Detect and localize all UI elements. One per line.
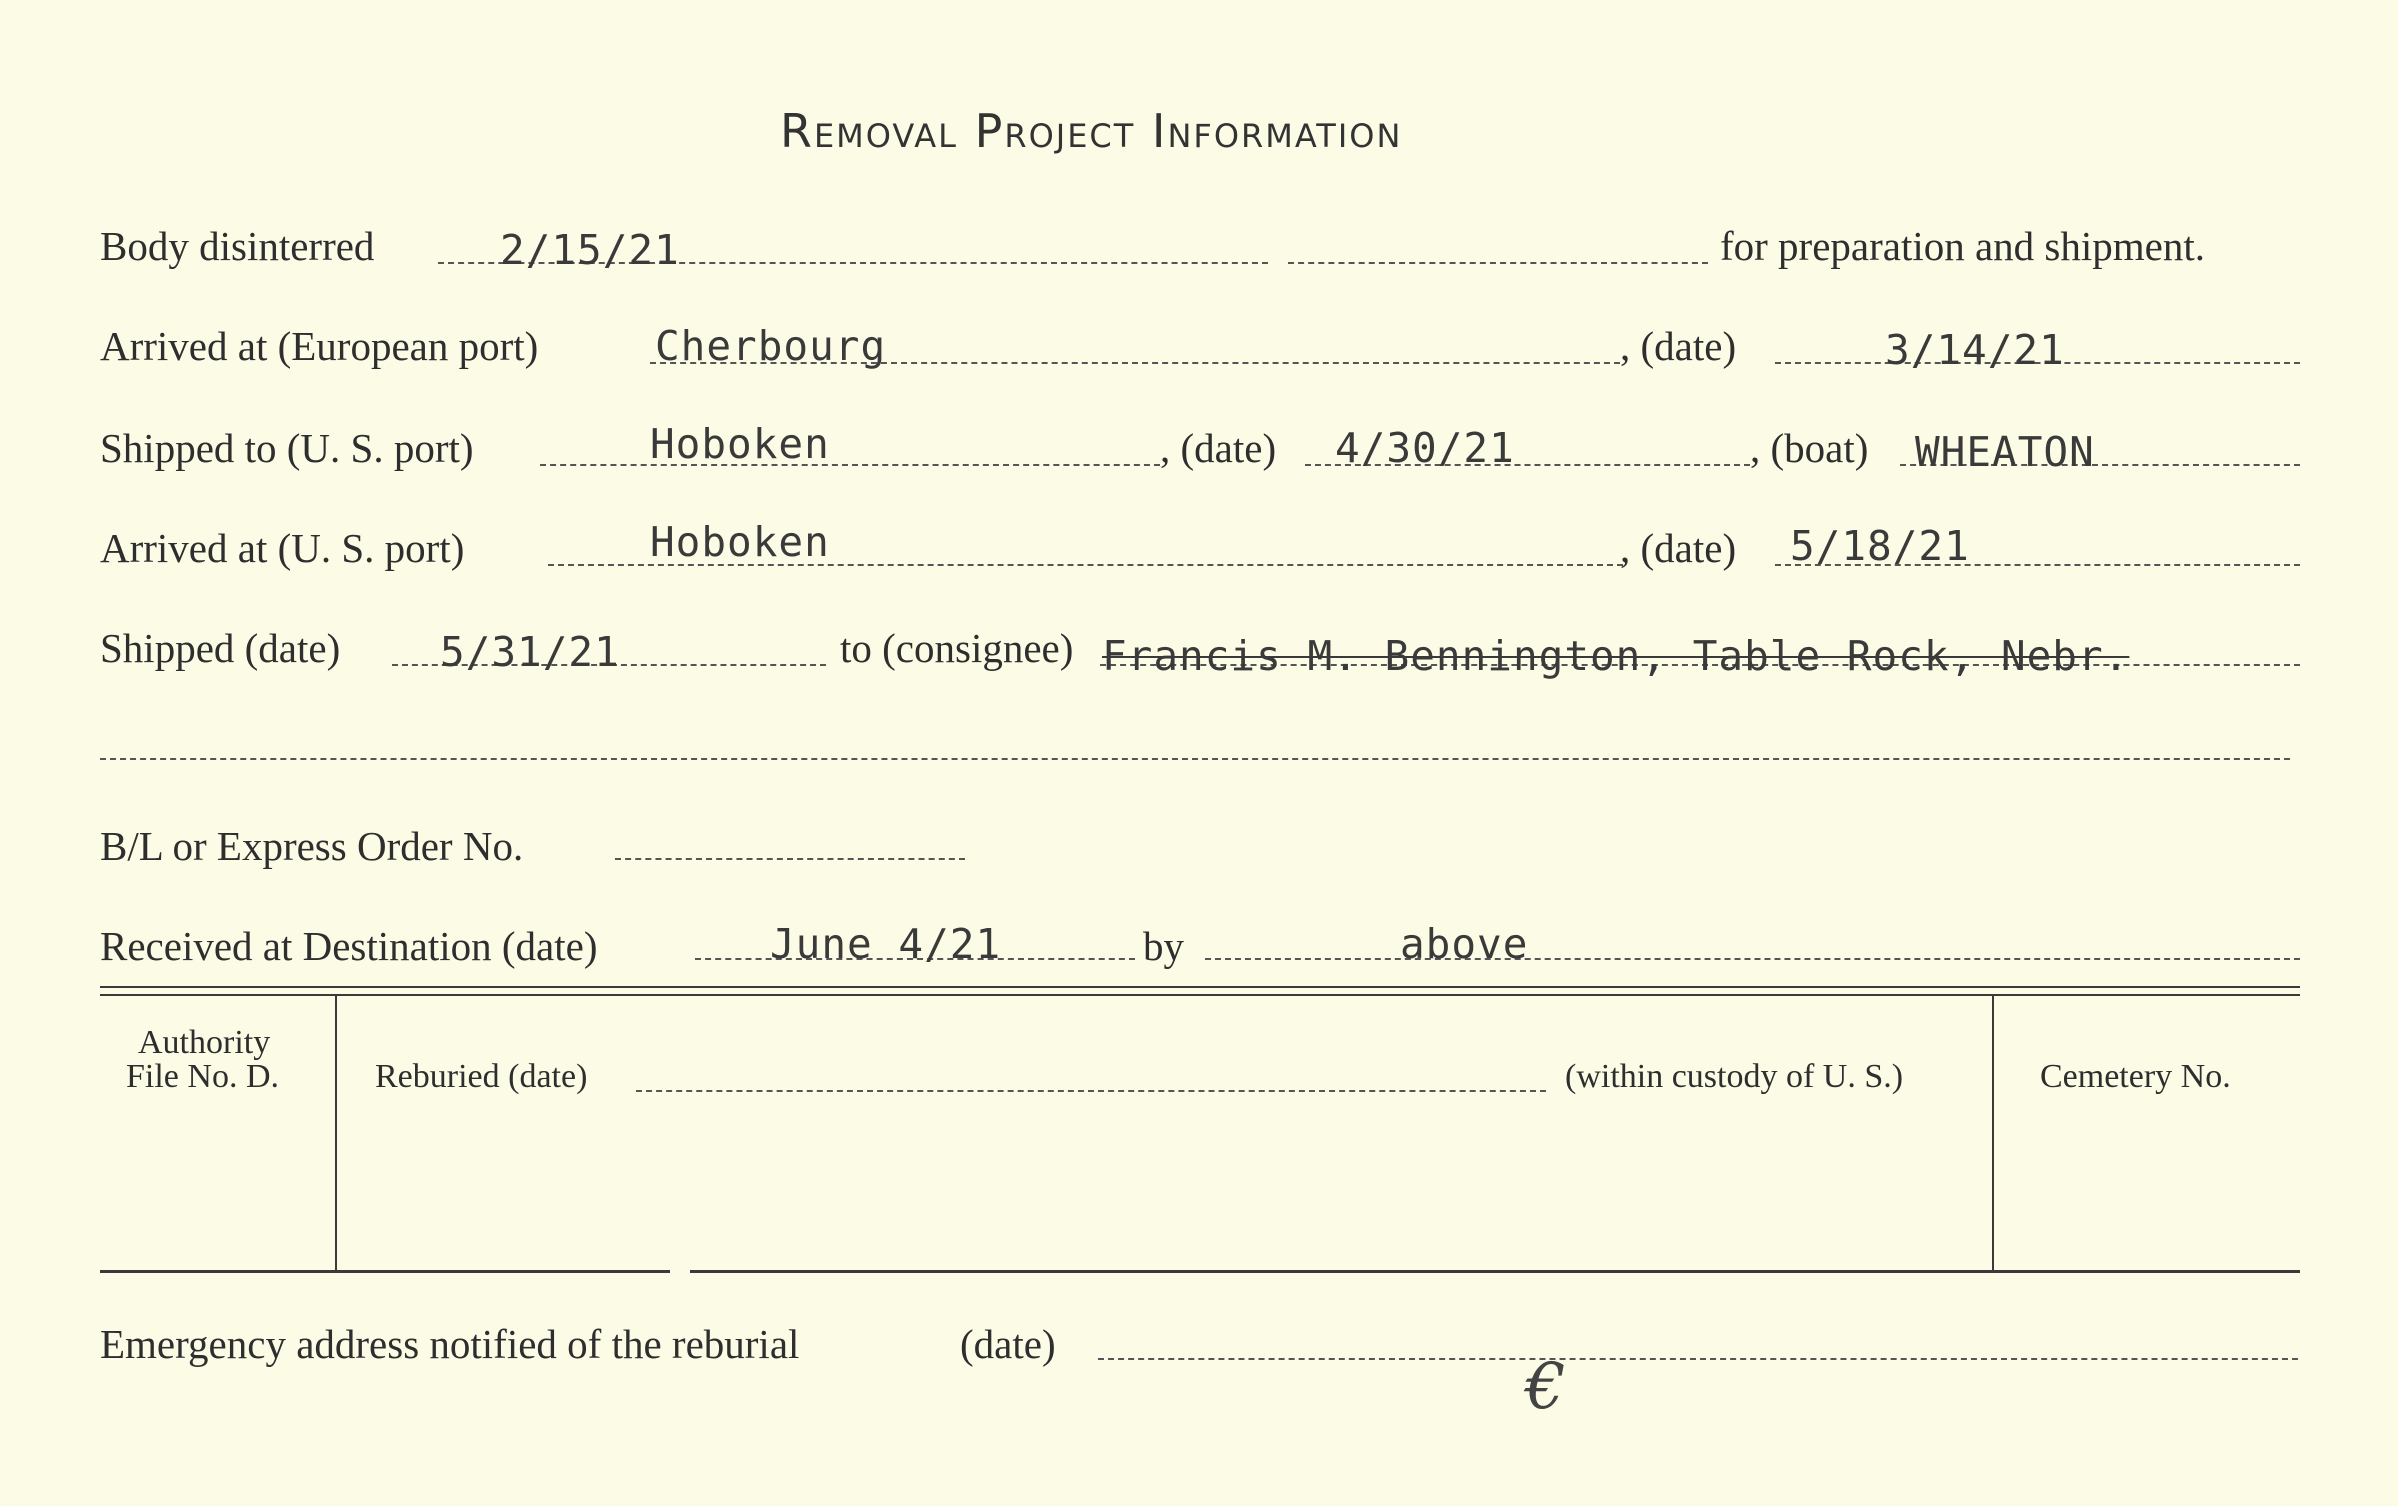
consignee-label: to (consignee) [840,625,1074,671]
emergency-date-label: (date) [960,1321,1056,1367]
arrived-us-date: 5/18/21 [1790,522,1970,570]
shipped-us-port: Hoboken [650,420,830,468]
page-title: Removal Project Information [780,104,1403,158]
body-disinterred-label: Body disinterred [100,223,375,269]
table-top-rule-1 [100,986,2300,988]
arrived-european-port: Cherbourg [655,322,887,370]
initial-mark: € [1525,1350,1566,1424]
reburied-line [636,1090,1546,1092]
cemetery-no-label: Cemetery No. [2040,1058,2231,1095]
received-by-label: by [1143,923,1184,969]
shipped-label: Shipped (date) [100,625,341,671]
body-disinterred-line-2 [1288,262,1708,264]
received-date: June 4/21 [770,920,1002,968]
received-label: Received at Destination (date) [100,923,598,969]
arrived-european-date: 3/14/21 [1885,326,2065,374]
shipped-date: 5/31/21 [440,628,620,676]
continuation-line [100,758,2290,760]
table-divider-right [1992,996,1994,1270]
arrived-us-port: Hoboken [650,518,830,566]
bl-order-line [615,858,965,860]
received-by-line [1205,958,2300,960]
arrived-us-label: Arrived at (U. S. port) [100,525,465,571]
custody-label: (within custody of U. S.) [1565,1058,1904,1095]
shipped-us-line [540,464,1160,466]
table-top-rule-2 [100,994,2300,996]
emergency-line [1098,1358,2298,1360]
arrived-european-date-label: , (date) [1620,323,1737,369]
table-bottom-rule-1 [100,1270,670,1273]
body-disinterred-suffix: for preparation and shipment. [1720,223,2206,269]
reburied-label: Reburied (date) [375,1058,588,1095]
table-bottom-rule-2 [690,1270,2300,1273]
emergency-label: Emergency address notified of the reburial [100,1321,800,1367]
received-by: above [1400,920,1529,968]
shipped-us-date-label: , (date) [1160,425,1277,471]
shipped-us-boat-label: , (boat) [1750,425,1869,471]
arrived-us-date-label: , (date) [1620,525,1737,571]
shipped-us-date: 4/30/21 [1335,424,1515,472]
arrived-european-label: Arrived at (European port) [100,323,539,369]
shipped-us-boat: WHEATON [1915,428,2095,476]
body-disinterred-value: 2/15/21 [500,226,680,274]
table-divider-left [335,996,337,1270]
file-no-label: File No. D. [126,1058,279,1095]
authority-label: Authority [138,1024,271,1061]
consignee-value: Francis M. Bennington, Table Rock, Nebr. [1102,632,2130,680]
shipped-us-label: Shipped to (U. S. port) [100,425,474,471]
bl-order-label: B/L or Express Order No. [100,823,524,869]
